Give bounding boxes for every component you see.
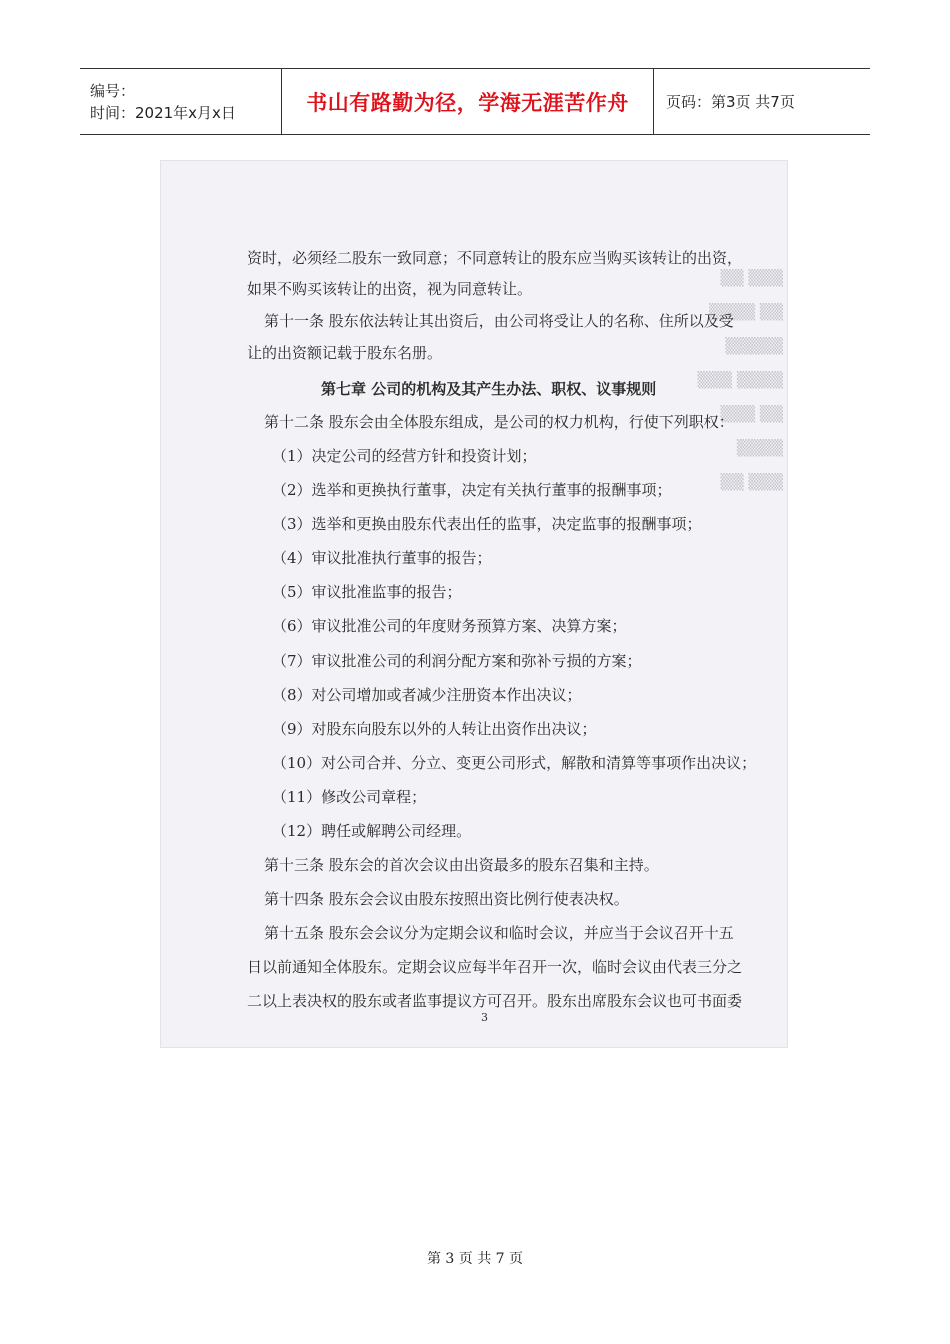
text-line: 第十一条 股东依法转让其出资后，由公司将受让人的名称、住所以及受 [264, 312, 734, 330]
text-line: 资时，必须经二股东一致同意；不同意转让的股东应当购买该转让的出资， [247, 249, 743, 267]
page-header [80, 68, 870, 135]
text-line: 如果不购买该转让的出资，视为同意转让。 [247, 280, 533, 298]
text-line: 第十二条 股东会由全体股东组成，是公司的权力机构，行使下列职权： [264, 413, 734, 431]
scanned-page [160, 160, 788, 1048]
text-line: 第十三条 股东会的首次会议由出资最多的股东召集和主持。 [264, 856, 659, 874]
text-line: 二以上表决权的股东或者监事提议方可召开。股东出席股东会议也可书面委 [247, 992, 743, 1010]
list-item: （9）对股东向股东以外的人转让出资作出决议； [272, 720, 597, 738]
motto: 书山有路勤为径，学海无涯苦作舟 [306, 90, 629, 115]
list-item: （6）审议批准公司的年度财务预算方案、决算方案； [272, 617, 627, 635]
text-line: 第十五条 股东会会议分为定期会议和临时会议，并应当于会议召开十五 [264, 924, 734, 942]
chapter-heading: 第七章 公司的机构及其产生办法、职权、议事规则 [321, 380, 657, 398]
list-item: （7）审议批准公司的利润分配方案和弥补亏损的方案； [272, 652, 642, 670]
page-info: 页码：第3页 共7页 [666, 93, 795, 111]
scan-page-number: 3 [481, 1011, 488, 1024]
list-item: （3）选举和更换由股东代表出任的监事，决定监事的报酬事项； [272, 515, 702, 533]
text-line: 让的出资额记载于股东名册。 [247, 344, 443, 362]
list-item: （8）对公司增加或者减少注册资本作出决议； [272, 686, 582, 704]
header-page-info [654, 69, 870, 134]
list-item: （2）选举和更换执行董事，决定有关执行董事的报酬事项； [272, 481, 672, 499]
list-item: （5）审议批准监事的报告； [272, 583, 462, 601]
list-item: （11）修改公司章程； [272, 788, 427, 806]
list-item: （12）聘任或解聘公司经理。 [272, 822, 472, 840]
header-meta [80, 69, 282, 134]
time-label: 时间：2021年x月x日 [90, 103, 236, 122]
list-item: （4）审议批准执行董事的报告； [272, 549, 492, 567]
list-item: （10）对公司合并、分立、变更公司形式，解散和清算等事项作出决议； [272, 754, 757, 772]
number-label: 编号： [90, 81, 136, 100]
header-motto-cell [282, 69, 654, 134]
bleed-through-text: ▒▒ ▒▒▒ ▒▒▒▒ ▒▒ ▒▒▒▒▒ ▒▒▒ ▒▒▒▒ ▒▒▒ ▒▒ ▒▒▒▒ ▒▒ ▒▒▒ [697, 269, 783, 491]
list-item: （1）决定公司的经营方针和投资计划； [272, 447, 537, 465]
text-line: 第十四条 股东会会议由股东按照出资比例行使表决权。 [264, 890, 629, 908]
text-line: 日以前通知全体股东。定期会议应每半年召开一次，临时会议由代表三分之 [247, 958, 743, 976]
page-footer: 第 3 页 共 7 页 [426, 1251, 524, 1267]
